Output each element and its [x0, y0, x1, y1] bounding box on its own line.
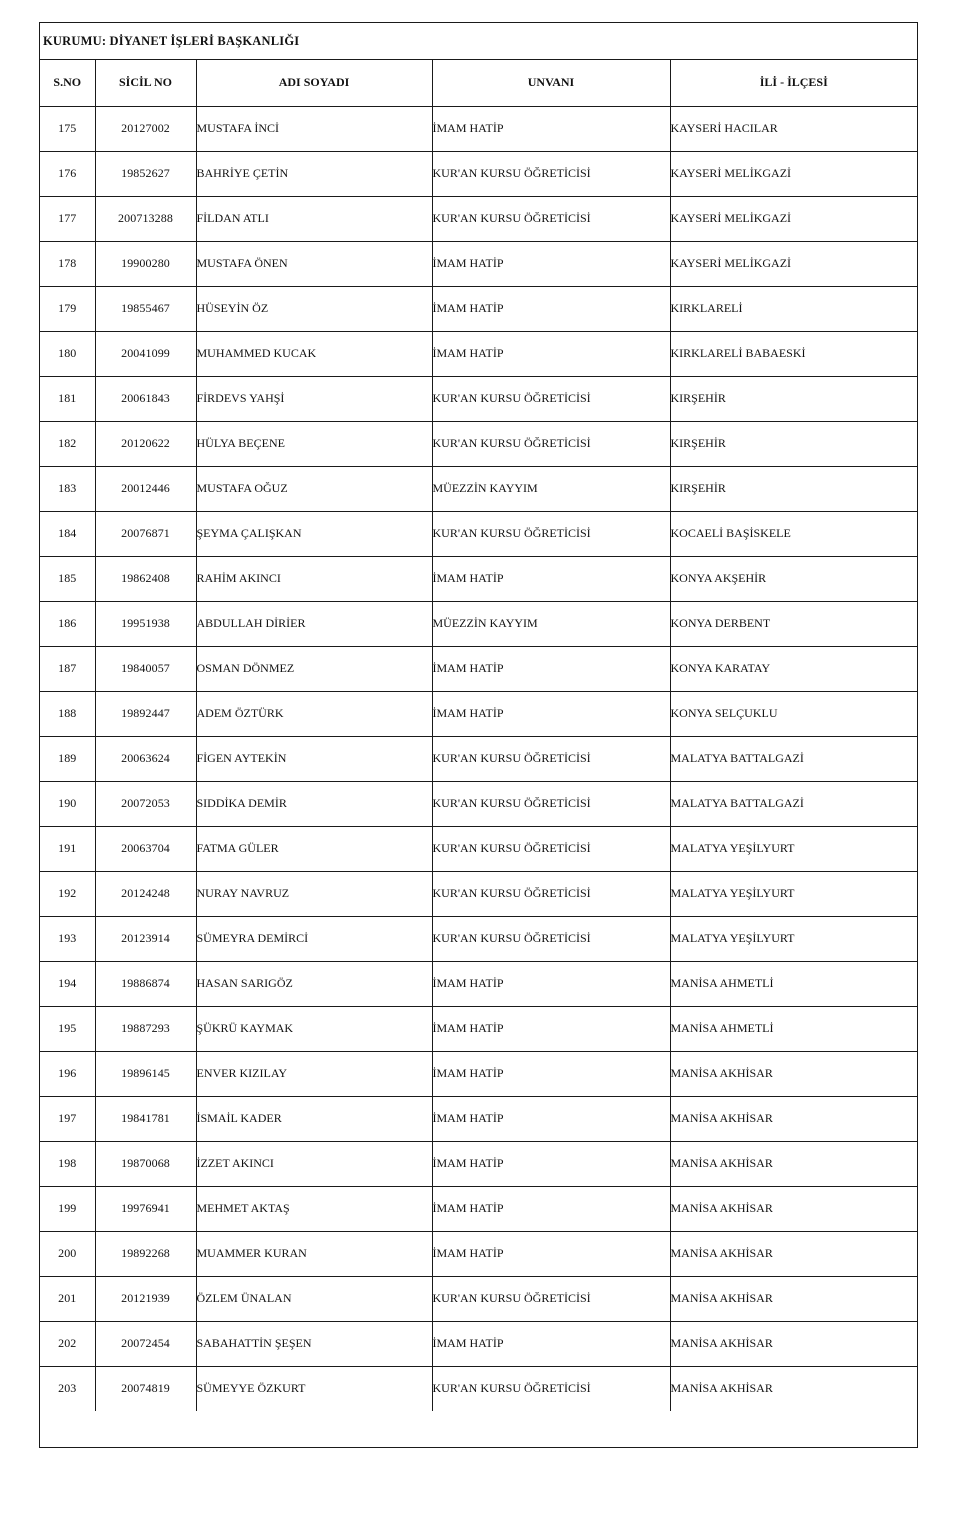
cell-name: ADEM ÖZTÜRK — [196, 691, 432, 736]
cell-sicil: 19892447 — [95, 691, 196, 736]
cell-sicil: 20072454 — [95, 1321, 196, 1366]
cell-sicil: 19852627 — [95, 151, 196, 196]
table-row — [40, 466, 917, 511]
cell-sicil: 20076871 — [95, 511, 196, 556]
cell-sicil: 20012446 — [95, 466, 196, 511]
cell-name: FİRDEVS YAHŞİ — [196, 376, 432, 421]
column-header-place: İLİ - İLÇESİ — [670, 60, 917, 106]
cell-sno: 190 — [40, 781, 95, 826]
table-row — [40, 961, 917, 1006]
cell-place: KAYSERİ MELİKGAZİ — [670, 151, 917, 196]
cell-title: İMAM HATİP — [432, 1096, 670, 1141]
cell-sicil: 19887293 — [95, 1006, 196, 1051]
cell-name: HASAN SARIGÖZ — [196, 961, 432, 1006]
table-row — [40, 511, 917, 556]
cell-title: MÜEZZİN KAYYIM — [432, 601, 670, 646]
cell-place: KAYSERİ MELİKGAZİ — [670, 196, 917, 241]
cell-sno: 201 — [40, 1276, 95, 1321]
cell-title: KUR'AN KURSU ÖĞRETİCİSİ — [432, 736, 670, 781]
cell-sno: 203 — [40, 1366, 95, 1411]
cell-sicil: 19892268 — [95, 1231, 196, 1276]
cell-sno: 194 — [40, 961, 95, 1006]
cell-sno: 176 — [40, 151, 95, 196]
column-header-sicil: SİCİL NO — [95, 60, 196, 106]
cell-sno: 188 — [40, 691, 95, 736]
table-row — [40, 916, 917, 961]
cell-sno: 200 — [40, 1231, 95, 1276]
cell-sicil: 20061843 — [95, 376, 196, 421]
cell-title: İMAM HATİP — [432, 241, 670, 286]
cell-place: MANİSA AKHİSAR — [670, 1051, 917, 1096]
table-row — [40, 691, 917, 736]
cell-sicil: 20124248 — [95, 871, 196, 916]
cell-title: KUR'AN KURSU ÖĞRETİCİSİ — [432, 196, 670, 241]
cell-sno: 198 — [40, 1141, 95, 1186]
cell-title: İMAM HATİP — [432, 1186, 670, 1231]
cell-place: MANİSA AKHİSAR — [670, 1141, 917, 1186]
table-row — [40, 781, 917, 826]
cell-sno: 178 — [40, 241, 95, 286]
cell-sicil: 19951938 — [95, 601, 196, 646]
cell-sno: 195 — [40, 1006, 95, 1051]
cell-place: KIRKLARELİ BABAESKİ — [670, 331, 917, 376]
cell-sicil: 20072053 — [95, 781, 196, 826]
table-row — [40, 556, 917, 601]
cell-name: İZZET AKINCI — [196, 1141, 432, 1186]
cell-place: MANİSA AKHİSAR — [670, 1276, 917, 1321]
cell-sicil: 20127002 — [95, 106, 196, 151]
cell-sno: 185 — [40, 556, 95, 601]
cell-title: İMAM HATİP — [432, 646, 670, 691]
table-row — [40, 1231, 917, 1276]
table-row — [40, 1006, 917, 1051]
cell-name: İSMAİL KADER — [196, 1096, 432, 1141]
table-row — [40, 871, 917, 916]
cell-sno: 187 — [40, 646, 95, 691]
cell-sicil: 20121939 — [95, 1276, 196, 1321]
cell-place: MANİSA AHMETLİ — [670, 961, 917, 1006]
table-row — [40, 1051, 917, 1096]
table-row — [40, 601, 917, 646]
cell-name: MUSTAFA OĞUZ — [196, 466, 432, 511]
cell-name: ABDULLAH DİRİER — [196, 601, 432, 646]
cell-title: İMAM HATİP — [432, 1006, 670, 1051]
cell-title: İMAM HATİP — [432, 1051, 670, 1096]
cell-name: FİGEN AYTEKİN — [196, 736, 432, 781]
cell-title: KUR'AN KURSU ÖĞRETİCİSİ — [432, 421, 670, 466]
cell-title: KUR'AN KURSU ÖĞRETİCİSİ — [432, 376, 670, 421]
cell-name: MUHAMMED KUCAK — [196, 331, 432, 376]
cell-place: KAYSERİ HACILAR — [670, 106, 917, 151]
cell-title: MÜEZZİN KAYYIM — [432, 466, 670, 511]
cell-place: MALATYA YEŞİLYURT — [670, 916, 917, 961]
cell-name: ŞÜKRÜ KAYMAK — [196, 1006, 432, 1051]
cell-sicil: 20123914 — [95, 916, 196, 961]
table-body — [40, 106, 917, 1411]
cell-name: SABAHATTİN ŞEŞEN — [196, 1321, 432, 1366]
cell-place: KONYA AKŞEHİR — [670, 556, 917, 601]
cell-title: İMAM HATİP — [432, 1321, 670, 1366]
cell-title: İMAM HATİP — [432, 961, 670, 1006]
cell-title: KUR'AN KURSU ÖĞRETİCİSİ — [432, 916, 670, 961]
cell-sicil: 19900280 — [95, 241, 196, 286]
table-row — [40, 736, 917, 781]
cell-place: MANİSA AHMETLİ — [670, 1006, 917, 1051]
column-header-name: ADI SOYADI — [196, 60, 432, 106]
cell-place: MANİSA AKHİSAR — [670, 1186, 917, 1231]
table-row — [40, 1321, 917, 1366]
cell-sno: 183 — [40, 466, 95, 511]
cell-sno: 202 — [40, 1321, 95, 1366]
cell-sicil: 19862408 — [95, 556, 196, 601]
cell-title: KUR'AN KURSU ÖĞRETİCİSİ — [432, 1366, 670, 1411]
cell-sno: 189 — [40, 736, 95, 781]
cell-sicil: 20041099 — [95, 331, 196, 376]
cell-title: KUR'AN KURSU ÖĞRETİCİSİ — [432, 151, 670, 196]
cell-name: FİLDAN ATLI — [196, 196, 432, 241]
cell-title: KUR'AN KURSU ÖĞRETİCİSİ — [432, 871, 670, 916]
cell-title: KUR'AN KURSU ÖĞRETİCİSİ — [432, 781, 670, 826]
cell-sicil: 19870068 — [95, 1141, 196, 1186]
table-row — [40, 151, 917, 196]
table-row — [40, 1096, 917, 1141]
cell-sno: 177 — [40, 196, 95, 241]
cell-sicil: 20120622 — [95, 421, 196, 466]
cell-place: KIRŞEHİR — [670, 421, 917, 466]
cell-name: HÜLYA BEÇENE — [196, 421, 432, 466]
cell-sno: 180 — [40, 331, 95, 376]
table-row — [40, 1141, 917, 1186]
cell-sicil: 20063704 — [95, 826, 196, 871]
cell-sicil: 20063624 — [95, 736, 196, 781]
cell-title: KUR'AN KURSU ÖĞRETİCİSİ — [432, 511, 670, 556]
cell-name: MUSTAFA ÖNEN — [196, 241, 432, 286]
table-row — [40, 1186, 917, 1231]
table-row — [40, 286, 917, 331]
cell-name: SIDDİKA DEMİR — [196, 781, 432, 826]
column-header-sno: S.NO — [40, 60, 95, 106]
cell-sno: 184 — [40, 511, 95, 556]
header-row — [40, 60, 917, 106]
cell-sno: 179 — [40, 286, 95, 331]
table-row — [40, 1366, 917, 1411]
table-row — [40, 646, 917, 691]
cell-place: MALATYA YEŞİLYURT — [670, 871, 917, 916]
cell-place: MANİSA AKHİSAR — [670, 1231, 917, 1276]
cell-sno: 193 — [40, 916, 95, 961]
cell-sicil: 20074819 — [95, 1366, 196, 1411]
cell-place: KONYA SELÇUKLU — [670, 691, 917, 736]
cell-place: KIRŞEHİR — [670, 376, 917, 421]
cell-sno: 196 — [40, 1051, 95, 1096]
cell-title: KUR'AN KURSU ÖĞRETİCİSİ — [432, 1276, 670, 1321]
cell-sno: 197 — [40, 1096, 95, 1141]
cell-sicil: 19840057 — [95, 646, 196, 691]
cell-name: NURAY NAVRUZ — [196, 871, 432, 916]
cell-title: İMAM HATİP — [432, 691, 670, 736]
cell-name: RAHİM AKINCI — [196, 556, 432, 601]
personnel-list-table — [39, 22, 918, 1448]
cell-title: İMAM HATİP — [432, 286, 670, 331]
cell-name: SÜMEYYE ÖZKURT — [196, 1366, 432, 1411]
cell-title: İMAM HATİP — [432, 331, 670, 376]
cell-sicil: 19976941 — [95, 1186, 196, 1231]
column-header-title: UNVANI — [432, 60, 670, 106]
cell-sicil: 200713288 — [95, 196, 196, 241]
cell-name: ŞEYMA ÇALIŞKAN — [196, 511, 432, 556]
cell-name: MUAMMER KURAN — [196, 1231, 432, 1276]
cell-name: BAHRİYE ÇETİN — [196, 151, 432, 196]
cell-title: KUR'AN KURSU ÖĞRETİCİSİ — [432, 826, 670, 871]
table-row — [40, 1276, 917, 1321]
cell-sno: 181 — [40, 376, 95, 421]
cell-place: MANİSA AKHİSAR — [670, 1321, 917, 1366]
cell-sicil: 19855467 — [95, 286, 196, 331]
cell-title: İMAM HATİP — [432, 556, 670, 601]
cell-place: MANİSA AKHİSAR — [670, 1096, 917, 1141]
table-row — [40, 241, 917, 286]
cell-title: İMAM HATİP — [432, 1141, 670, 1186]
cell-place: MALATYA YEŞİLYURT — [670, 826, 917, 871]
cell-place: KIRŞEHİR — [670, 466, 917, 511]
cell-title: İMAM HATİP — [432, 1231, 670, 1276]
cell-sicil: 19886874 — [95, 961, 196, 1006]
cell-place: MALATYA BATTALGAZİ — [670, 781, 917, 826]
cell-place: KOCAELİ BAŞİSKELE — [670, 511, 917, 556]
cell-place: KONYA DERBENT — [670, 601, 917, 646]
cell-place: KIRKLARELİ — [670, 286, 917, 331]
cell-place: MALATYA BATTALGAZİ — [670, 736, 917, 781]
cell-sno: 186 — [40, 601, 95, 646]
cell-sno: 192 — [40, 871, 95, 916]
cell-name: HÜSEYİN ÖZ — [196, 286, 432, 331]
institution-label: KURUMU: DİYANET İŞLERİ BAŞKANLIĞI — [40, 23, 917, 60]
table-row — [40, 826, 917, 871]
cell-place: KAYSERİ MELİKGAZİ — [670, 241, 917, 286]
table-row — [40, 331, 917, 376]
cell-sicil: 19841781 — [95, 1096, 196, 1141]
cell-place: KONYA KARATAY — [670, 646, 917, 691]
table-row — [40, 196, 917, 241]
cell-name: SÜMEYRA DEMİRCİ — [196, 916, 432, 961]
cell-sicil: 19896145 — [95, 1051, 196, 1096]
cell-name: FATMA GÜLER — [196, 826, 432, 871]
cell-sno: 182 — [40, 421, 95, 466]
cell-sno: 199 — [40, 1186, 95, 1231]
cell-name: OSMAN DÖNMEZ — [196, 646, 432, 691]
cell-title: İMAM HATİP — [432, 106, 670, 151]
cell-name: MEHMET AKTAŞ — [196, 1186, 432, 1231]
table-row — [40, 421, 917, 466]
cell-name: MUSTAFA İNCİ — [196, 106, 432, 151]
table-row — [40, 376, 917, 421]
cell-sno: 175 — [40, 106, 95, 151]
cell-sno: 191 — [40, 826, 95, 871]
table-row — [40, 106, 917, 151]
cell-name: ÖZLEM ÜNALAN — [196, 1276, 432, 1321]
personnel-table — [40, 60, 917, 1411]
cell-place: MANİSA AKHİSAR — [670, 1381, 773, 1396]
cell-name: ENVER KIZILAY — [196, 1051, 432, 1096]
